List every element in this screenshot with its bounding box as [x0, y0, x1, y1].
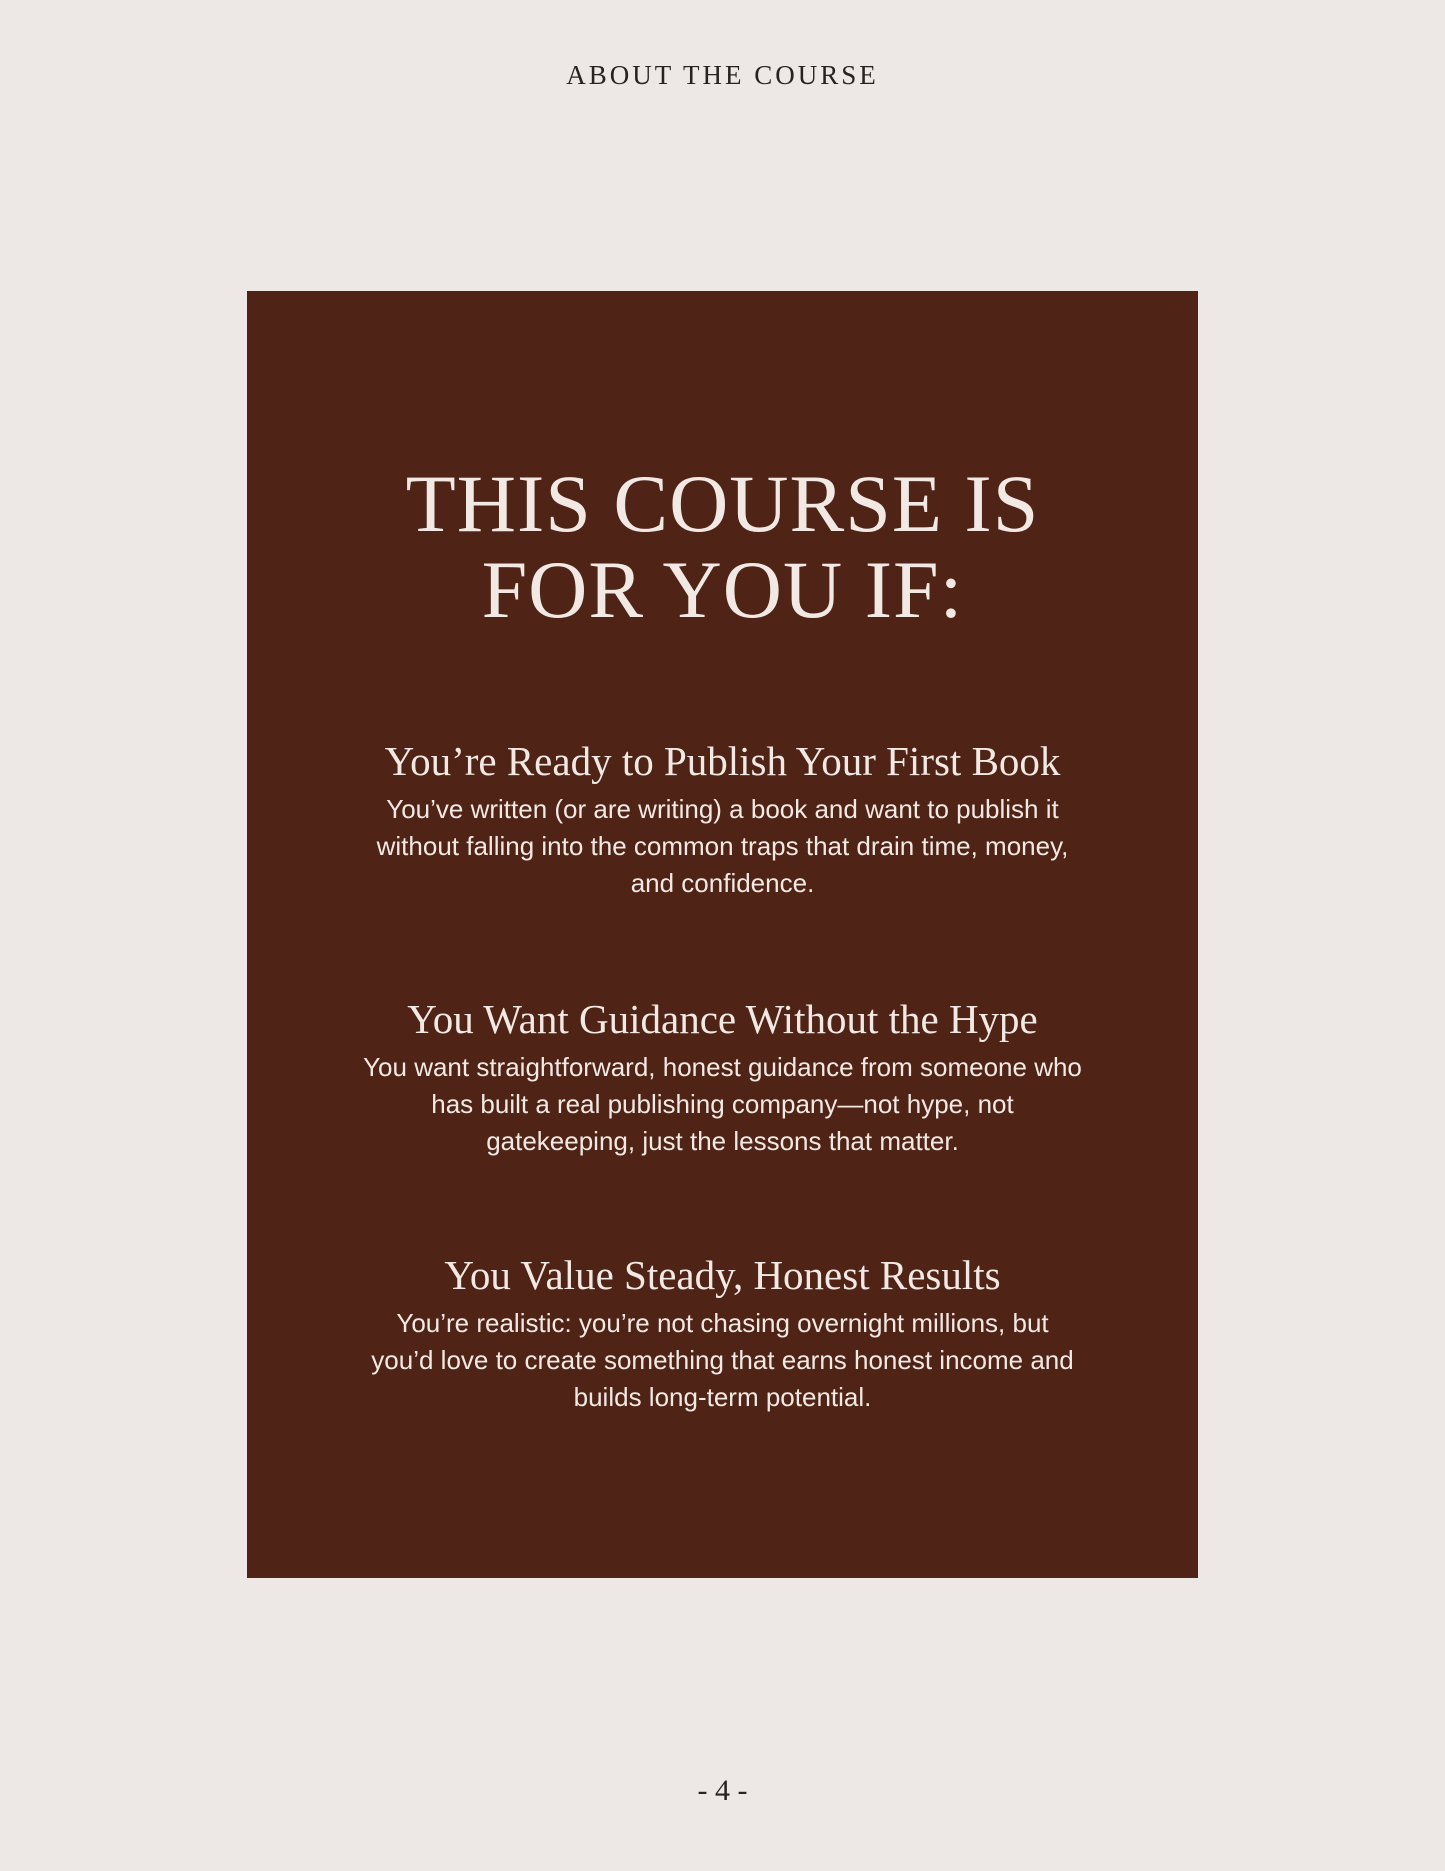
card-title-line-2: FOR YOU IF: — [481, 544, 964, 635]
page-number: - 4 - — [697, 1774, 748, 1807]
audience-item — [337, 735, 1108, 902]
audience-item-heading: You’re Ready to Publish Your First Book — [384, 738, 1061, 784]
audience-item-heading: You Value Steady, Honest Results — [444, 1252, 1001, 1298]
audience-item — [337, 993, 1108, 1160]
section-title: ABOUT THE COURSE — [566, 60, 879, 90]
audience-item-body: You’re realistic: you’re not chasing overnight millions, but you’d love to create something that earns honest income and builds long-term potential. — [371, 1308, 1074, 1412]
card-title — [247, 458, 1198, 635]
audience-item — [337, 1249, 1108, 1416]
course-audience-card — [247, 291, 1198, 1578]
audience-item-heading: You Want Guidance Without the Hype — [407, 996, 1038, 1042]
audience-item-body: You’ve written (or are writing) a book and want to publish it without falling into the common traps that drain time, money, and confidence. — [376, 794, 1069, 898]
audience-item-body: You want straightforward, honest guidance from someone who has built a real publishing company—not hype, not gatekeeping, just the lessons that matter. — [363, 1052, 1082, 1156]
card-title-line-1: THIS COURSE IS — [405, 458, 1040, 549]
